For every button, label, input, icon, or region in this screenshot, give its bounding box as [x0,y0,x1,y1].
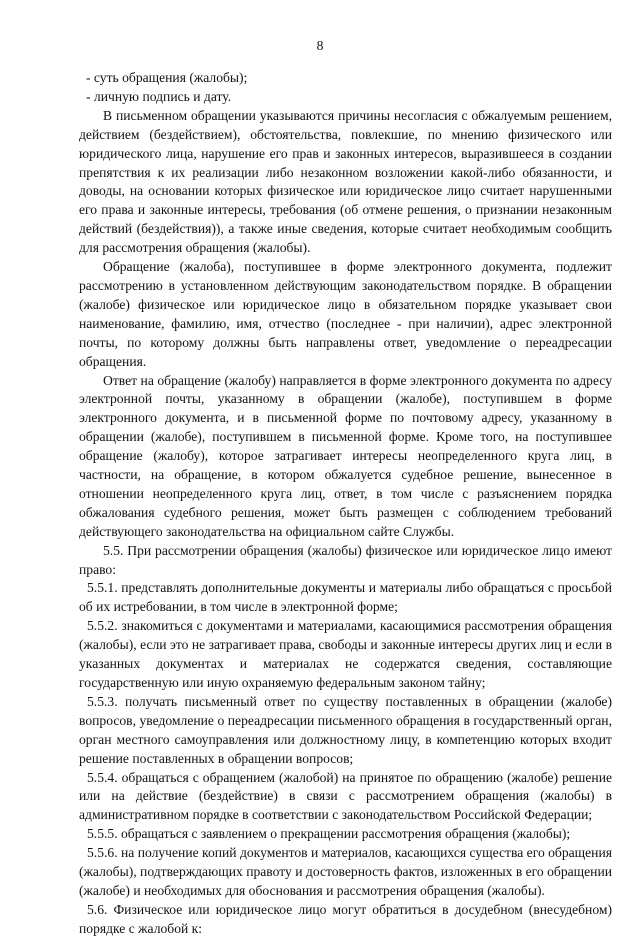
paragraph-5-6: 5.6. Физическое или юридическое лицо могут обратиться в досудебном (внесудебном) порядке с жалобой к: [79,901,612,936]
paragraph-5-5-4: 5.5.4. обращаться с обращением (жалобой) на принятое по обращению (жалобе) решение или на действие (бездействие) в связи с рассмотрением обращения (жалобы) в административном порядке в соответствии с законодательством Российской Федерации; [79,769,612,823]
page-number: 8 [316,38,324,53]
paragraph-5-5-5: 5.5.5. обращаться с заявлением о прекращении рассмотрения обращения (жалобы); [87,826,571,842]
paragraph-5-5-rights: 5.5. При рассмотрении обращения (жалобы) физическое или юридическое лицо имеют право: [79,542,612,577]
paragraph-5-5-6: 5.5.6. на получение копий документов и материалов, касающихся существа его обращения (жалобы), подтверждающих правоту и достоверность фактов, изложенных в его обращении (жалобе) и необходимых для обоснования и рассмотрения обращения (жалобы). [79,845,612,898]
paragraph-electronic-appeal: Обращение (жалоба), поступившее в форме электронного документа, подлежит рассмотрению в установленном действующим законодательством порядке. В обращении (жалобе) физическое или юридическое лицо в обязательном порядке указывает свои наименование, фамилию, имя, отчество (последнее - при наличии), адрес электронной почты, по которому должны быть направлены ответ, уведомление о переадресации обращения. [79,259,612,369]
list-item-signature-date: - личную подпись и дату. [86,88,232,104]
document-body [79,69,612,939]
paragraph-5-5-3: 5.5.3. получать письменный ответ по существу поставленных в обращении (жалобе) вопросов, уведомление о переадресации письменного обращения в государственный орган, орган местного самоуправления или должностному лицу, в компетенцию которых входит решение поставленных в обращении вопросов; [79,693,612,766]
paragraph-written-appeal-reasons: В письменном обращении указываются причины несогласия с обжалуемым решением, действием (бездействием), обстоятельства, повлекшие, по мнению физического или юридического лица, нарушение его прав и законных интересов, выразившееся в создании препятствия к их реализации либо незаконном возложении какой-либо обязанности, и доводы, на основании которых физическое или юридическое лицо считает нарушенными его права и законные интересы, требования (об отмене решения, о признании незаконным действий (бездействия)), а также иные сведения, которые считает необходимым сообщить для рассмотрения обращения (жалобы). [79,107,612,256]
paragraph-5-5-1: 5.5.1. представлять дополнительные документы и материалы либо обращаться с просьбой об их истребовании, в том числе в электронной форме; [79,580,612,615]
paragraph-5-5-2: 5.5.2. знакомиться с документами и материалами, касающимися рассмотрения обращения (жалобы), если это не затрагивает права, свободы и законные интересы других лиц и если в указанных документах и материалах не содержатся сведения, составляющие государственную или иную охраняемую федеральным законом тайну; [79,618,612,690]
paragraph-response-delivery: Ответ на обращение (жалобу) направляется в форме электронного документа по адресу электронной почты, указанному в обращении (жалобе), поступившем в форме электронного документа, и в письменной форме по почтовому адресу, указанному в обращении (жалобе), поступившем в письменной форме. Кроме того, на поступившее обращение (жалобу), которое затрагивает интересы неопределенного круга лиц, в частности, на обращение, в котором обжалуется судебное решение, вынесенное в отношении неопределенного круга лиц, ответ, в том числе с разъяснением порядка обжалования судебного решения, может быть размещен с соблюдением требований действующего законодательства на официальном сайте Службы. [79,372,612,539]
list-item-complaint-essence: - суть обращения (жалобы); [86,70,248,85]
